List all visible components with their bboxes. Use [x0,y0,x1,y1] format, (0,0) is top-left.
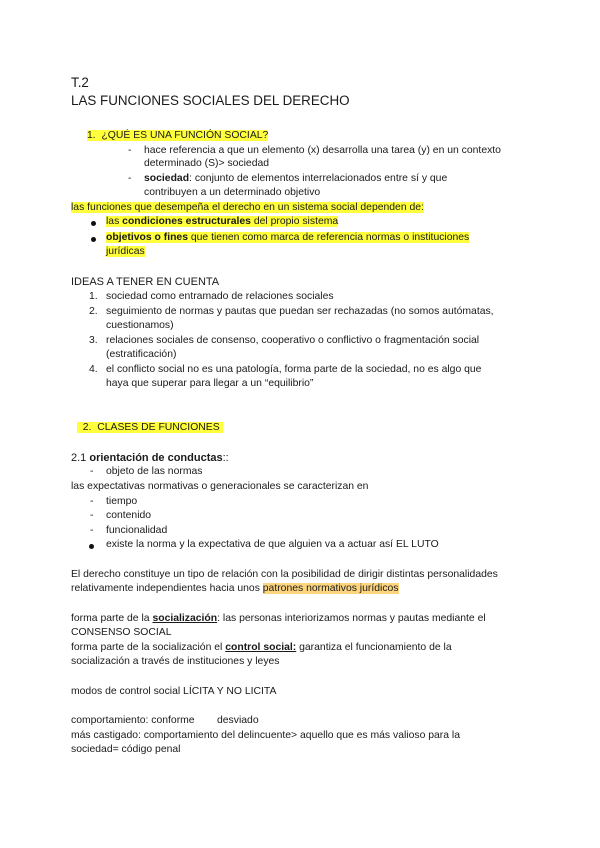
section2-heading-text: CLASES DE FUNCIONES [97,422,220,433]
comportamiento-desviado: desviado [217,715,259,726]
dash-marker: - [128,173,132,184]
section1-number: 1. [87,130,96,141]
ideas-number: 3. [89,335,98,346]
bullet-bold: condiciones estructurales [122,216,251,227]
section1-heading [87,129,268,143]
paragraph-line: sociedad= código penal [71,744,181,755]
dash-marker: - [90,496,94,507]
bullet-text: que tienen como marca de referencia normas o instituciones [187,232,470,243]
comportamiento-label: comportamiento: conforme [71,715,195,726]
socializacion-line [71,612,486,626]
ideas-number: 1. [89,291,98,302]
highlighted-phrase: patrones normativos jurídicos [262,583,399,594]
socializacion-term: socialización [152,613,218,624]
sociedad-definition-text: : conjunto de elementos interrelacionados entre sí y que [189,173,448,184]
bullet-item-cont [106,245,145,259]
bullet-bold: objetivos o fines [106,232,188,243]
bullet-item [106,215,338,229]
section1-heading-text: ¿QUÉ ES UNA FUNCIÓN SOCIAL? [101,130,269,141]
ideas-item: seguimiento de normas y pautas que puedan ser rechazadas (no somos autómatas, [106,306,494,317]
dash-item: contenido [106,510,152,521]
bullet-dot [91,221,96,226]
subsection-number: 2.1 [71,452,90,464]
ideas-number: 4. [89,364,98,375]
paragraph-line [71,582,399,596]
ideas-item: relaciones sociales de consenso, cooperativo o conflictivo o fragmentación social [106,335,480,346]
ideas-item-cont: cuestionamos) [106,320,174,331]
paragraph-text: garantiza el funcionamiento de la [296,642,452,653]
bullet-text: jurídicas [106,246,145,257]
subsection-suffix: :: [222,452,229,464]
definition-line: contribuyen a un determinado objetivo [144,187,321,198]
paragraph-text: relativamente independientes hacia unos [71,583,263,594]
section2-heading [77,421,223,435]
paragraph-line: socialización a través de instituciones y leyes [71,656,280,667]
subsection-title: orientación de conductas [89,452,223,464]
dash-item: tiempo [106,496,138,507]
dash-item: funcionalidad [106,525,168,536]
page-title: LAS FUNCIONES SOCIALES DEL DERECHO [71,93,350,108]
bullet-text: del propio sistema [250,216,339,227]
bullet-item [106,231,469,245]
paragraph-text: : las personas interiorizamos normas y pautas mediante el [217,613,486,624]
dash-marker: - [90,525,94,536]
subsection-heading [71,451,229,465]
section2-number: 2. [82,422,92,433]
sociedad-definition [144,172,447,186]
dash-marker: - [90,510,94,521]
control-social-line [71,641,452,655]
functions-intro-text: las funciones que desempeña el derecho en un sistema social dependen de: [71,202,424,213]
dash-marker: - [90,466,94,477]
sociedad-term: sociedad [144,173,190,184]
definition-line: hace referencia a que un elemento (x) desarrolla una tarea (y) en un contexto [144,145,501,156]
modos-line: modos de control social LÍCITA Y NO LICITA [71,686,277,697]
definition-line: determinado (S)> sociedad [144,158,270,169]
dash-item: objeto de las normas [106,466,203,477]
bullet-text: las [106,216,123,227]
control-social-term: control social: [225,642,297,653]
ideas-item: sociedad como entramado de relaciones sociales [106,291,334,302]
bullet-dot [91,237,96,242]
ideas-item-cont: (estratificación) [106,349,177,360]
paragraph-line: El derecho constituye un tipo de relación con la posibilidad de dirigir distintas personalidades [71,569,498,580]
ideas-heading: IDEAS A TENER EN CUENTA [71,276,220,288]
functions-intro [71,201,424,215]
bullet-item: existe la norma y la expectativa de que alguien va a actuar así EL LUTO [106,539,439,550]
topic-number: T.2 [71,75,89,90]
paragraph-text: forma parte de la [71,613,153,624]
ideas-item-cont: haya que superar para llegar a un “equilibrio” [106,378,314,389]
paragraph-text: forma parte de la socialización el [71,642,226,653]
bullet-dot [89,544,94,549]
dash-marker: - [128,145,132,156]
ideas-number: 2. [89,306,98,317]
ideas-item: el conflicto social no es una patología, forma parte de la sociedad, no es algo que [106,364,482,375]
paragraph-line: CONSENSO SOCIAL [71,627,172,638]
expectativas-text: las expectativas normativas o generacionales se caracterizan en [71,481,369,492]
paragraph-line: más castigado: comportamiento del delincuente> aquello que es más valioso para la [71,730,461,741]
